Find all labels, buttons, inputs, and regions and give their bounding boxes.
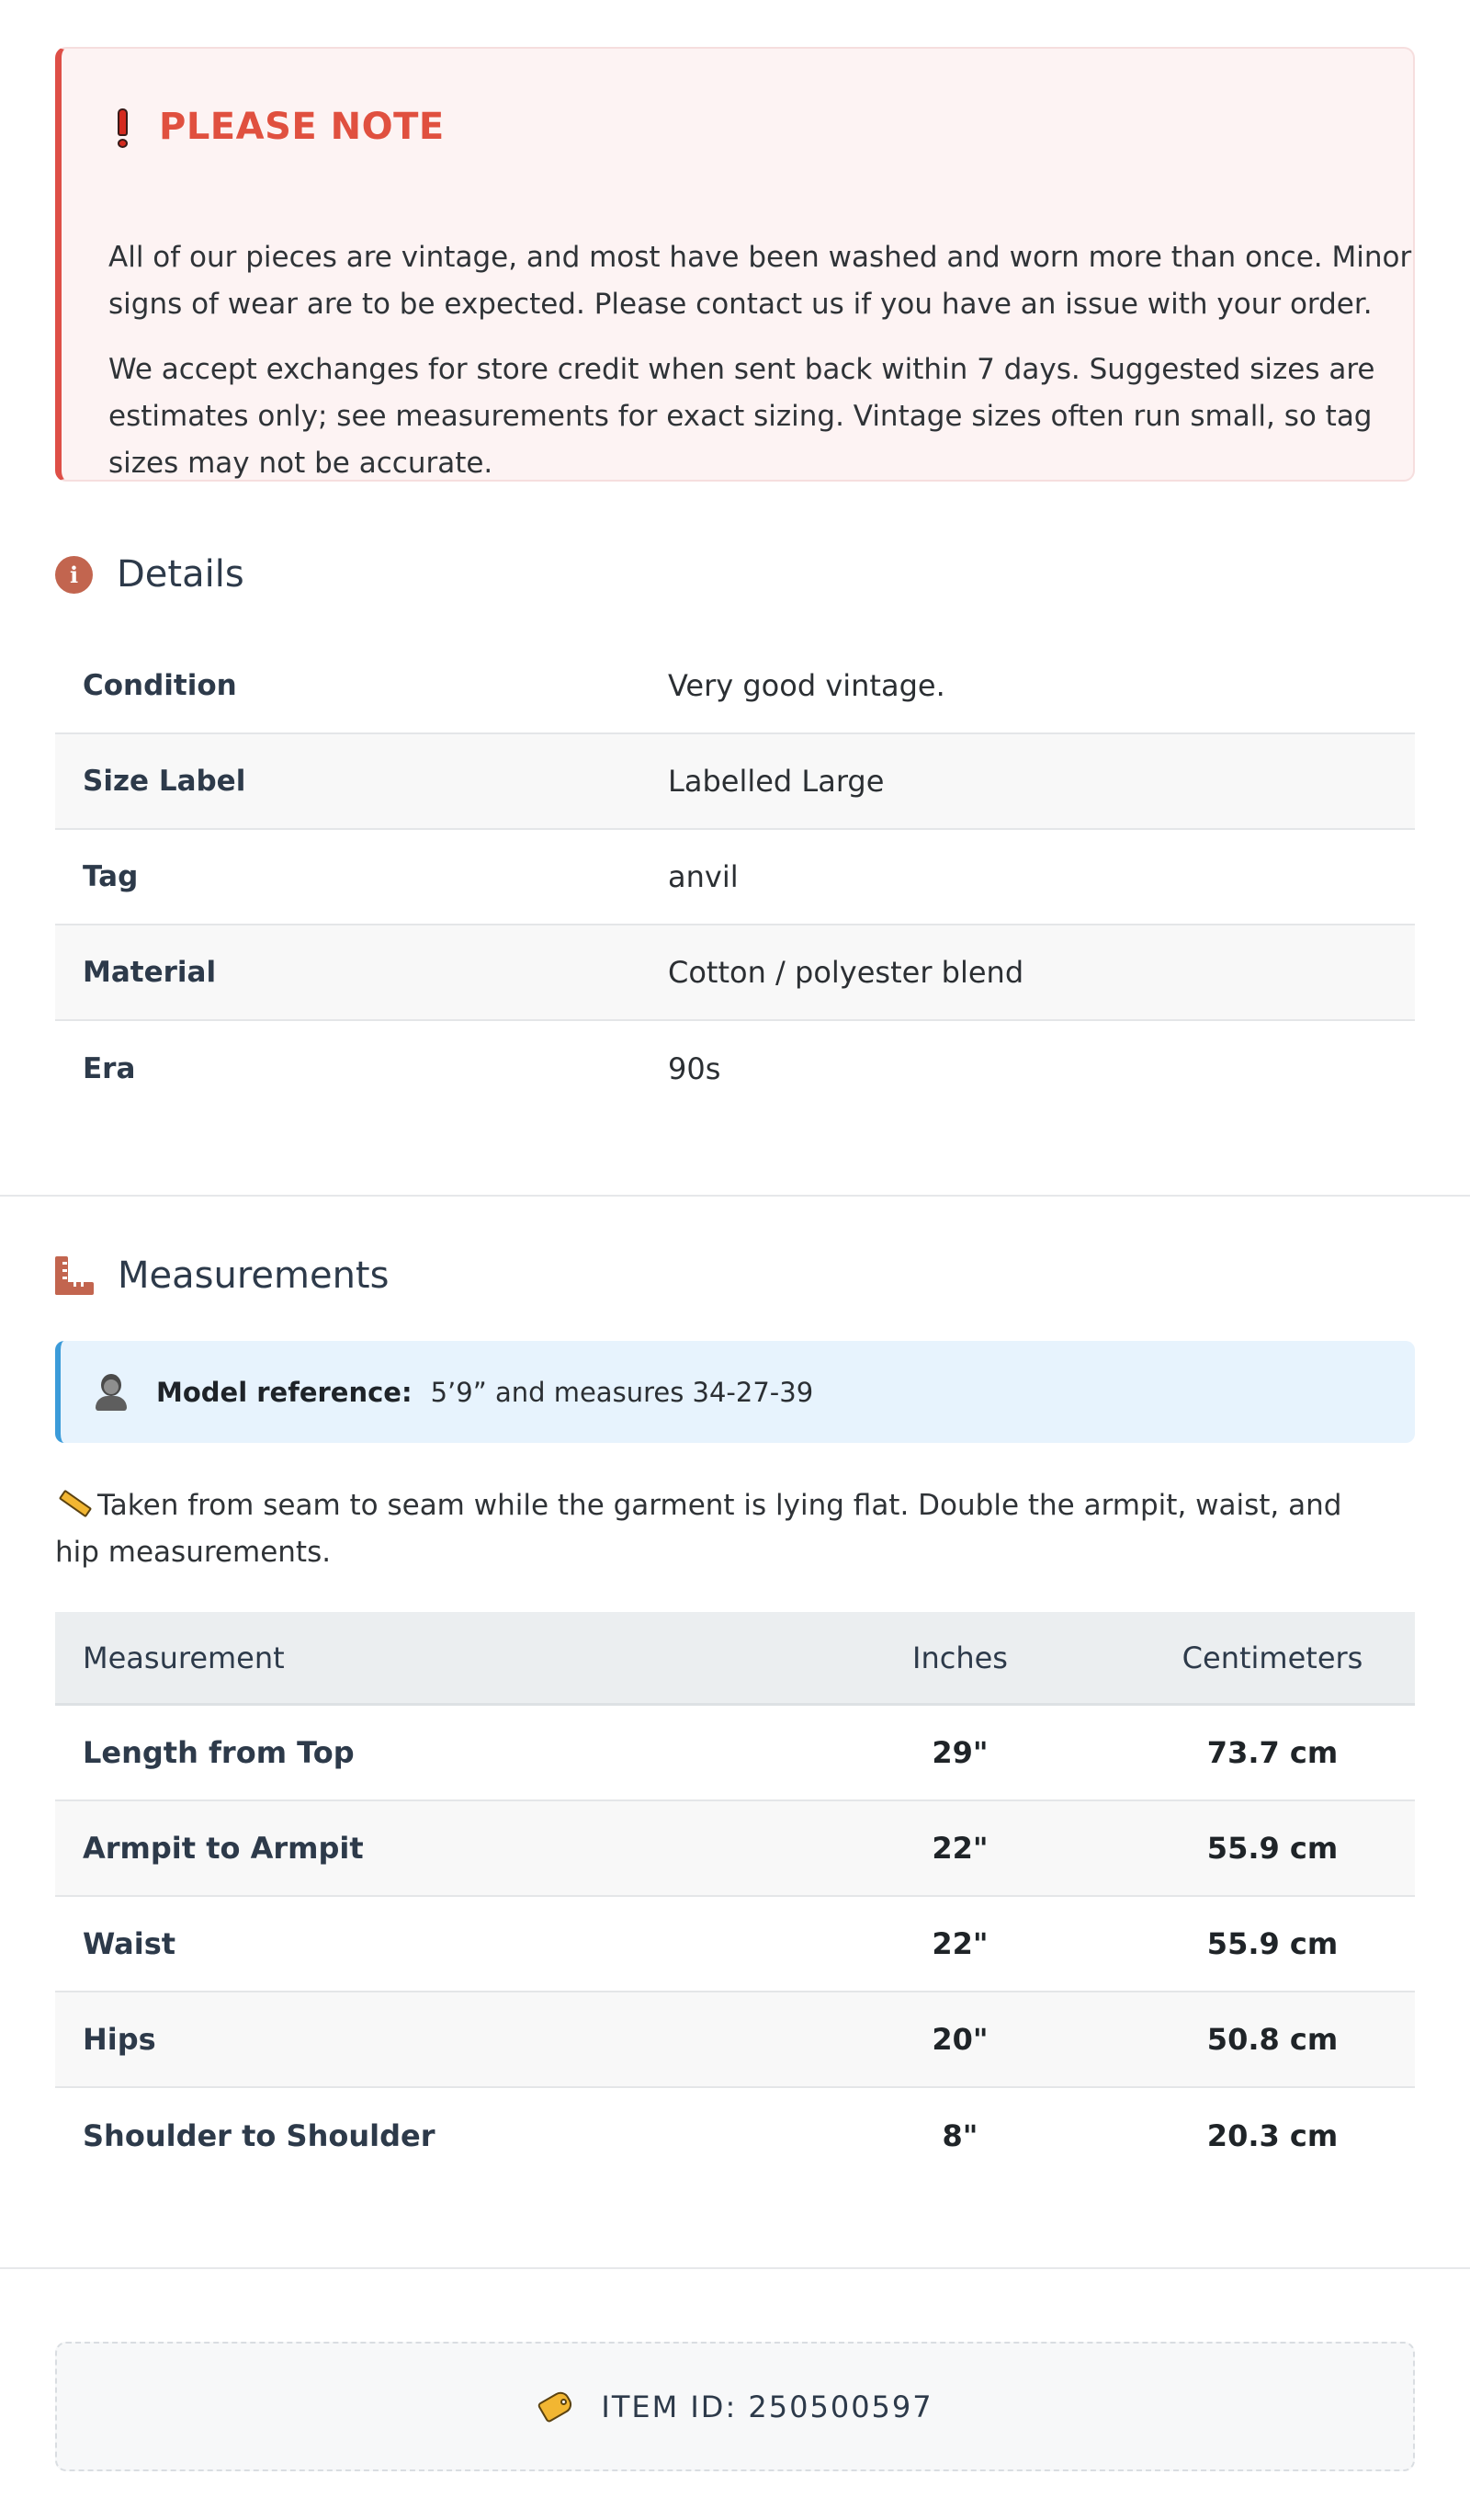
measurement-name: Hips [83, 2022, 156, 2057]
person-icon [94, 1374, 127, 1411]
notice-paragraph: We accept exchanges for store credit when sent back within 7 days. Suggested sizes are estimates only; see measurements for exact sizing. Vintage sizes often run small, so tag sizes may not be accurate. [108, 353, 1375, 480]
details-row [55, 639, 1415, 734]
measurement-cm: 55.9 cm [1206, 1831, 1339, 1866]
details-value: Very good vintage. [668, 668, 945, 703]
column-header: Measurement [83, 1640, 285, 1675]
table-row [55, 2088, 1415, 2184]
details-row [55, 734, 1415, 830]
model-reference-value: 5’9” and measures 34-27-39 [430, 1376, 814, 1408]
measurement-note-text: Taken from seam to seam while the garment is lying flat. Double the armpit, waist, and hip measurements. [55, 1489, 1342, 1569]
table-row [55, 1897, 1415, 1992]
measurements-table [55, 1612, 1415, 2184]
item-id-box [55, 2342, 1415, 2471]
details-value: Cotton / polyester blend [668, 955, 1024, 990]
item-id: ITEM ID: 250500597 [601, 2389, 933, 2424]
model-reference-label: Model reference: [156, 1376, 413, 1408]
measurement-inches: 29" [932, 1735, 989, 1770]
details-row [55, 830, 1415, 925]
details-value: anvil [668, 859, 739, 894]
measurement-inches: 20" [932, 2022, 989, 2057]
table-row [55, 1706, 1415, 1801]
measurement-inches: 8" [942, 2118, 978, 2153]
measurement-cm: 73.7 cm [1206, 1735, 1339, 1770]
details-label: Condition [83, 669, 237, 702]
measurement-cm: 55.9 cm [1206, 1926, 1339, 1961]
details-label: Size Label [83, 765, 246, 798]
details-value: 90s [668, 1051, 721, 1086]
details-table [55, 639, 1415, 1117]
column-header: Centimeters [1182, 1640, 1363, 1675]
measurement-name: Waist [83, 1926, 176, 1961]
details-row [55, 1021, 1415, 1117]
model-reference [55, 1341, 1415, 1443]
measurement-cm: 50.8 cm [1206, 2022, 1339, 2057]
details-header [55, 553, 244, 596]
section-divider [0, 1195, 1470, 1197]
column-header: Inches [912, 1640, 1008, 1675]
details-row [55, 925, 1415, 1021]
details-label: Era [83, 1052, 136, 1085]
measurement-name: Shoulder to Shoulder [83, 2118, 435, 2153]
measurement-inches: 22" [932, 1926, 989, 1961]
notice-title: PLEASE NOTE [159, 106, 445, 148]
measurement-name: Length from Top [83, 1735, 355, 1770]
details-label: Material [83, 956, 217, 989]
details-title: Details [117, 553, 244, 596]
measurement-note [55, 1482, 1360, 1576]
pencil-icon [55, 1485, 90, 1520]
table-header-row [55, 1612, 1415, 1706]
measurement-cm: 20.3 cm [1206, 2118, 1339, 2153]
notice-header [108, 106, 445, 148]
measurements-title: Measurements [118, 1254, 390, 1297]
measurement-inches: 22" [932, 1831, 989, 1866]
notice-paragraph: All of our pieces are vintage, and most have been washed and worn more than once. Minor signs of wear are to be expected. Please contact us if you have an issue with your order. [108, 241, 1412, 321]
tag-icon [537, 2389, 577, 2424]
measurement-name: Armpit to Armpit [83, 1831, 364, 1866]
details-value: Labelled Large [668, 764, 885, 799]
exclamation-icon [108, 107, 136, 147]
details-label: Tag [83, 860, 139, 893]
table-row [55, 1992, 1415, 2088]
info-icon: i [55, 556, 93, 594]
notice-box [55, 47, 1415, 482]
ruler-icon [55, 1256, 94, 1295]
table-row [55, 1801, 1415, 1897]
section-divider [0, 2267, 1470, 2269]
measurements-header [55, 1254, 389, 1297]
